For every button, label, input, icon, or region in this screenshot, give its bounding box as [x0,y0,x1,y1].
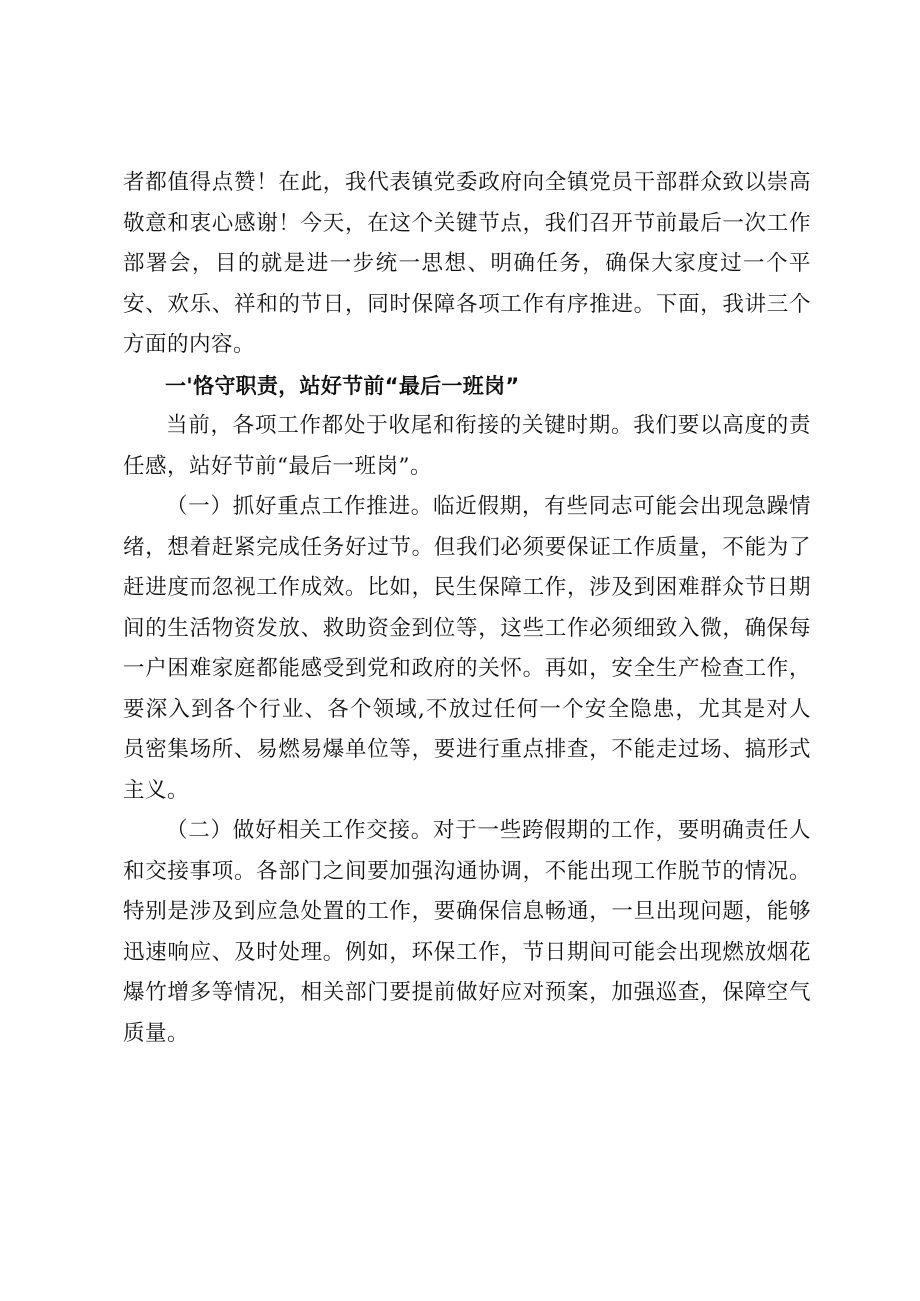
paragraph-section-intro: 当前，各项工作都处于收尾和衔接的关键时期。我们要以高度的责任感，站好节前“最后一班岗”。 [123,413,811,479]
paragraph-item-2: （二）做好相关工作交接。对于一些跨假期的工作，要明确责任人和交接事项。各部门之间要加强沟通协调，不能出现工作脱节的情况。特别是涉及到应急处置的工作，要确保信息畅通，一旦出现问题，能够迅速响应、及时处理。例如，环保工作，节日期间可能会出现燃放烟花爆竹增多等情况，相关部门要提前做好应对预案，加强巡查，保障空气质量。 [123,818,811,1046]
paragraph-item-1: （一）抓好重点工作推进。临近假期，有些同志可能会出现急躁情绪，想着赶紧完成任务好过节。但我们必须要保证工作质量，不能为了赶进度而忽视工作成效。比如，民生保障工作，涉及到困难群众节日期间的生活物资发放、救助资金到位等，这些工作必须细致入微，确保每一户困难家庭都能感受到党和政府的关怀。再如，安全生产检查工作，要深入到各个行业、各个领域,不放过任何一个安全隐患，尤其是对人员密集场所、易燃易爆单位等，要进行重点排查，不能走过场、搞形式主义。 [123,494,811,803]
section-heading-1: 一'恪守职责，站好节前“最后一班岗” [165,373,520,398]
document-body [123,163,811,1054]
paragraph-opening: 者都值得点赞！在此，我代表镇党委政府向全镇党员干部群众致以崇高敬意和衷心感谢！今天，在这个关键节点，我们召开节前最后一次工作部署会，目的就是进一步统一思想、明确任务，确保大家度过一个平安、欢乐、祥和的节日，同时保障各项工作有序推进。下面，我讲三个方面的内容。 [123,170,811,357]
